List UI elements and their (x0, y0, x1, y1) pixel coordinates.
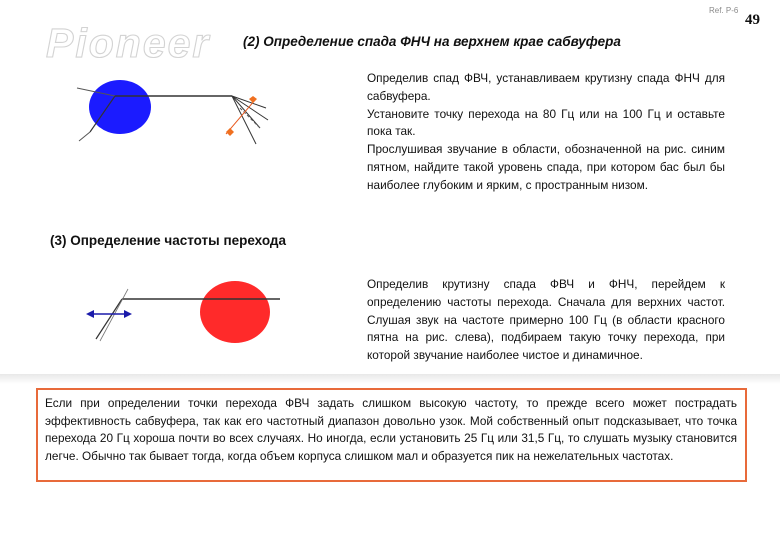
reference-code: Ref. P-6 (709, 6, 739, 15)
lowpass-slope-figure (60, 70, 290, 160)
page-number: 49 (745, 12, 760, 28)
section-2-title: (2) Определение спада ФНЧ на верхнем крае сабвуфера (243, 34, 621, 49)
section-3-title: (3) Определение частоты перехода (50, 233, 286, 248)
section-2-line: Установите точку перехода на 80 Гц или на 100 Гц и оставьте пока так. (367, 106, 725, 139)
pioneer-logo: Pioneer (46, 20, 211, 66)
orange-marker (226, 128, 234, 136)
section-3-body: Определив крутизну спада ФВЧ и ФНЧ, перейдем к определению частоты перехода. Сначала для верхних частот. Слушая звук на частоте примерно 100 Гц (в области красного пятна на рис. слева), подбираем такую точку перехода, при которой звучание наиболее чистое и динамичное. (367, 277, 725, 363)
divider (0, 374, 780, 384)
note-box: Если при определении точки перехода ФВЧ задать слишком высокую частоту, то прежде всего может пострадать эффективность сабвуфера, так как его частотный диапазон довольно узок. Мой собственный опыт подсказывает, что точка перехода 20 Гц хороша почти во всех случаях. Но иногда, если установить 25 Гц или 31,5 Гц, то слушать музыку становится легче. Обычно так бывает тогда, когда объем корпуса слишком мал и образуется пик на нежелательных частотах. (36, 388, 747, 482)
blue-spot (89, 80, 151, 134)
section-2-body (367, 70, 725, 195)
section-2-line: Прослушивая звучание в области, обозначенной на рис. синим пятном, найдите такой уровень спада, при котором бас был бы наиболее глубоким и ярким, с пространным низом. (367, 142, 725, 192)
section-2-line: Определив спад ФВЧ, устанавливаем крутизну спада ФНЧ для сабвуфера. (367, 71, 725, 103)
crossover-figure (80, 275, 280, 355)
red-spot (200, 281, 270, 343)
